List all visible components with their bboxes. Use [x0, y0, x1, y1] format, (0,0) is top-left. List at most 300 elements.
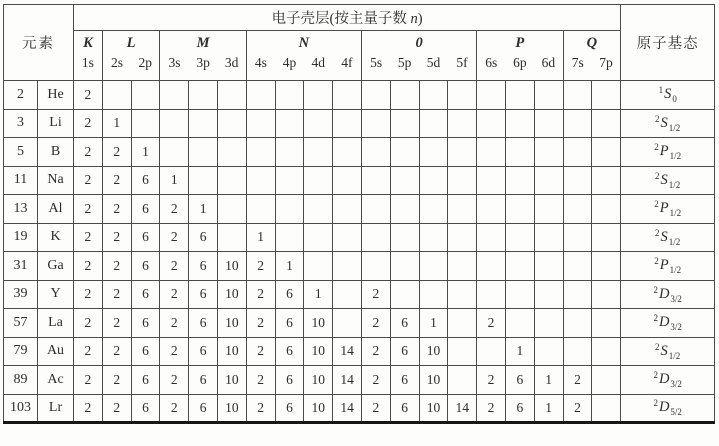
- occupancy-cell: [419, 252, 448, 281]
- term-multiplicity: 2: [653, 284, 658, 295]
- occupancy-cell: [333, 223, 362, 252]
- subshell-4p: 4p: [275, 53, 304, 81]
- occupancy-cell: 10: [419, 366, 448, 395]
- occupancy-cell: [304, 109, 333, 138]
- occupancy-cell: [390, 280, 419, 309]
- occupancy-cell: [333, 309, 362, 338]
- subshell-2p: 2p: [131, 53, 160, 81]
- occupancy-cell: [419, 81, 448, 110]
- subshell-2s: 2s: [102, 53, 131, 81]
- occupancy-cell: 6: [275, 337, 304, 366]
- occupancy-cell: [304, 166, 333, 195]
- occupancy-cell: 10: [217, 309, 246, 338]
- element-symbol: K: [38, 223, 74, 252]
- atomic-number: 3: [4, 109, 38, 138]
- occupancy-cell: [534, 337, 563, 366]
- occupancy-cell: [448, 81, 477, 110]
- occupancy-cell: [505, 223, 534, 252]
- element-column-header: 元素: [4, 5, 74, 81]
- term-j: 5/2: [670, 407, 682, 418]
- occupancy-cell: [304, 138, 333, 167]
- occupancy-cell: [448, 366, 477, 395]
- element-symbol: B: [38, 138, 74, 167]
- occupancy-cell: [477, 81, 506, 110]
- occupancy-cell: 2: [361, 366, 390, 395]
- occupancy-cell: [390, 109, 419, 138]
- occupancy-cell: 2: [160, 223, 189, 252]
- atomic-number: 79: [4, 337, 38, 366]
- occupancy-cell: [563, 280, 592, 309]
- element-row-K: [4, 223, 715, 252]
- occupancy-cell: 2: [102, 252, 131, 281]
- subshell-6d: 6d: [534, 53, 563, 81]
- occupancy-cell: 2: [102, 223, 131, 252]
- occupancy-cell: 6: [131, 337, 160, 366]
- occupancy-cell: [505, 166, 534, 195]
- occupancy-cell: 10: [304, 309, 333, 338]
- occupancy-cell: 6: [189, 337, 218, 366]
- occupancy-cell: [534, 280, 563, 309]
- occupancy-cell: 2: [246, 280, 275, 309]
- occupancy-cell: [592, 337, 621, 366]
- occupancy-cell: [448, 337, 477, 366]
- occupancy-cell: 10: [419, 337, 448, 366]
- occupancy-cell: [275, 109, 304, 138]
- element-symbol: Ac: [38, 366, 74, 395]
- shells-title: [74, 5, 621, 31]
- occupancy-cell: [592, 252, 621, 281]
- element-row-Y: [4, 280, 715, 309]
- electron-shell-table: [3, 4, 715, 424]
- occupancy-cell: [390, 195, 419, 224]
- occupancy-cell: 1: [160, 166, 189, 195]
- atomic-number: 31: [4, 252, 38, 281]
- occupancy-cell: [419, 195, 448, 224]
- occupancy-cell: 2: [160, 394, 189, 423]
- occupancy-cell: [217, 138, 246, 167]
- occupancy-cell: 2: [160, 337, 189, 366]
- term-letter: D: [658, 285, 670, 302]
- term-multiplicity: 2: [654, 256, 659, 267]
- atomic-number: 5: [4, 138, 38, 167]
- occupancy-cell: [534, 109, 563, 138]
- term-multiplicity: 2: [655, 113, 660, 124]
- occupancy-cell: [333, 109, 362, 138]
- occupancy-cell: [563, 81, 592, 110]
- occupancy-cell: 2: [160, 280, 189, 309]
- occupancy-cell: [592, 109, 621, 138]
- occupancy-cell: [419, 109, 448, 138]
- atomic-number: 11: [4, 166, 38, 195]
- term-letter: P: [659, 200, 669, 217]
- occupancy-cell: [189, 109, 218, 138]
- occupancy-cell: [217, 109, 246, 138]
- term-j: 1/2: [669, 208, 682, 219]
- occupancy-cell: 2: [477, 366, 506, 395]
- element-symbol: Li: [38, 109, 74, 138]
- occupancy-cell: [333, 138, 362, 167]
- element-row-Na: [4, 166, 715, 195]
- element-symbol: Na: [38, 166, 74, 195]
- occupancy-cell: 2: [74, 252, 103, 281]
- term-j: 1/2: [668, 350, 681, 361]
- occupancy-cell: 6: [131, 309, 160, 338]
- occupancy-cell: [477, 252, 506, 281]
- occupancy-cell: 2: [102, 195, 131, 224]
- occupancy-cell: [592, 195, 621, 224]
- occupancy-cell: 6: [505, 394, 534, 423]
- occupancy-cell: 1: [246, 223, 275, 252]
- element-row-Li: [4, 109, 715, 138]
- ground-state-column-header: 原子基态: [621, 5, 715, 81]
- shell-name-M: M: [160, 31, 246, 53]
- occupancy-cell: [534, 252, 563, 281]
- occupancy-cell: 6: [390, 394, 419, 423]
- subshell-4s: 4s: [246, 53, 275, 81]
- term-j: 0: [672, 94, 677, 105]
- occupancy-cell: 10: [217, 252, 246, 281]
- occupancy-cell: [563, 252, 592, 281]
- term-multiplicity: 2: [653, 313, 658, 324]
- occupancy-cell: 6: [131, 166, 160, 195]
- atomic-number: 103: [4, 394, 38, 423]
- occupancy-cell: [592, 81, 621, 110]
- occupancy-cell: 6: [131, 252, 160, 281]
- occupancy-cell: [246, 166, 275, 195]
- occupancy-cell: 6: [131, 366, 160, 395]
- occupancy-cell: [534, 195, 563, 224]
- occupancy-cell: [563, 309, 592, 338]
- subshell-6s: 6s: [477, 53, 506, 81]
- occupancy-cell: 6: [189, 280, 218, 309]
- subshell-5p: 5p: [390, 53, 419, 81]
- occupancy-cell: 1: [534, 394, 563, 423]
- occupancy-cell: 2: [246, 309, 275, 338]
- atomic-number: 39: [4, 280, 38, 309]
- occupancy-cell: [275, 166, 304, 195]
- occupancy-cell: [563, 195, 592, 224]
- ground-state-term: [621, 366, 715, 395]
- occupancy-cell: [361, 138, 390, 167]
- occupancy-cell: 2: [246, 366, 275, 395]
- occupancy-cell: [390, 252, 419, 281]
- occupancy-cell: 6: [390, 366, 419, 395]
- element-symbol: Ga: [38, 252, 74, 281]
- occupancy-cell: 2: [361, 309, 390, 338]
- element-row-Al: [4, 195, 715, 224]
- occupancy-cell: 2: [102, 337, 131, 366]
- occupancy-cell: [304, 252, 333, 281]
- occupancy-cell: [505, 109, 534, 138]
- term-letter: D: [658, 399, 670, 416]
- element-symbol: La: [38, 309, 74, 338]
- occupancy-cell: [592, 394, 621, 423]
- occupancy-cell: [563, 109, 592, 138]
- occupancy-cell: 2: [74, 309, 103, 338]
- term-multiplicity: 2: [655, 341, 660, 352]
- occupancy-cell: 1: [304, 280, 333, 309]
- occupancy-cell: 2: [246, 337, 275, 366]
- ground-state-term: [621, 81, 715, 110]
- shells-title-suffix: ): [417, 11, 423, 27]
- subshell-3d: 3d: [217, 53, 246, 81]
- occupancy-cell: 2: [74, 394, 103, 423]
- occupancy-cell: [361, 223, 390, 252]
- element-row-He: [4, 81, 715, 110]
- shell-name-0: 0: [361, 31, 476, 53]
- occupancy-cell: 6: [189, 309, 218, 338]
- occupancy-cell: 14: [333, 366, 362, 395]
- occupancy-cell: 6: [275, 280, 304, 309]
- term-letter: S: [660, 342, 668, 359]
- occupancy-cell: 2: [563, 394, 592, 423]
- occupancy-cell: 6: [189, 223, 218, 252]
- occupancy-cell: 1: [131, 138, 160, 167]
- shell-name-K: K: [74, 31, 103, 53]
- occupancy-cell: [477, 166, 506, 195]
- occupancy-cell: [361, 109, 390, 138]
- occupancy-cell: 2: [160, 309, 189, 338]
- occupancy-cell: [390, 223, 419, 252]
- term-j: 3/2: [670, 322, 682, 333]
- ground-state-term: [621, 166, 715, 195]
- occupancy-cell: 10: [217, 337, 246, 366]
- shell-name-N: N: [246, 31, 361, 53]
- occupancy-cell: [304, 195, 333, 224]
- occupancy-cell: 2: [477, 309, 506, 338]
- subshell-3p: 3p: [189, 53, 218, 81]
- occupancy-cell: 6: [505, 366, 534, 395]
- subshell-5d: 5d: [419, 53, 448, 81]
- occupancy-cell: 1: [419, 309, 448, 338]
- occupancy-cell: [448, 195, 477, 224]
- occupancy-cell: [419, 223, 448, 252]
- term-j: 3/2: [670, 293, 682, 304]
- occupancy-cell: [563, 138, 592, 167]
- occupancy-cell: [361, 195, 390, 224]
- occupancy-cell: [275, 195, 304, 224]
- shell-name-L: L: [102, 31, 160, 53]
- occupancy-cell: [361, 81, 390, 110]
- occupancy-cell: [477, 280, 506, 309]
- atomic-number: 13: [4, 195, 38, 224]
- occupancy-cell: [217, 81, 246, 110]
- term-j: 1/2: [668, 122, 681, 133]
- ground-state-term: [621, 223, 715, 252]
- occupancy-cell: [275, 223, 304, 252]
- occupancy-cell: 2: [361, 337, 390, 366]
- ground-state-term: [621, 195, 715, 224]
- occupancy-cell: [448, 166, 477, 195]
- occupancy-cell: 2: [74, 195, 103, 224]
- occupancy-cell: 6: [275, 309, 304, 338]
- element-symbol: Al: [38, 195, 74, 224]
- occupancy-cell: [448, 223, 477, 252]
- occupancy-cell: 6: [131, 223, 160, 252]
- ground-state-term: [621, 394, 715, 423]
- occupancy-cell: [505, 195, 534, 224]
- occupancy-cell: [592, 138, 621, 167]
- occupancy-cell: [131, 109, 160, 138]
- occupancy-cell: [160, 81, 189, 110]
- element-symbol: Y: [38, 280, 74, 309]
- subshell-7s: 7s: [563, 53, 592, 81]
- term-letter: S: [660, 171, 668, 188]
- occupancy-cell: [563, 337, 592, 366]
- term-multiplicity: 2: [654, 142, 659, 153]
- occupancy-cell: [390, 166, 419, 195]
- ground-state-term: [621, 109, 715, 138]
- occupancy-cell: 2: [74, 280, 103, 309]
- occupancy-cell: [275, 138, 304, 167]
- occupancy-cell: [333, 166, 362, 195]
- occupancy-cell: [477, 223, 506, 252]
- occupancy-cell: 2: [74, 223, 103, 252]
- occupancy-cell: [534, 138, 563, 167]
- occupancy-cell: 1: [275, 252, 304, 281]
- occupancy-cell: [160, 109, 189, 138]
- occupancy-cell: 1: [505, 337, 534, 366]
- occupancy-cell: 14: [448, 394, 477, 423]
- occupancy-cell: [563, 166, 592, 195]
- occupancy-cell: 10: [217, 280, 246, 309]
- occupancy-cell: [448, 138, 477, 167]
- occupancy-cell: [534, 223, 563, 252]
- occupancy-cell: 2: [74, 81, 103, 110]
- occupancy-cell: [448, 280, 477, 309]
- term-multiplicity: 1: [658, 85, 664, 96]
- occupancy-cell: [304, 81, 333, 110]
- occupancy-cell: 6: [275, 394, 304, 423]
- term-letter: D: [658, 314, 670, 331]
- occupancy-cell: 2: [102, 138, 131, 167]
- occupancy-cell: 2: [160, 366, 189, 395]
- occupancy-cell: 6: [189, 366, 218, 395]
- occupancy-cell: [592, 280, 621, 309]
- occupancy-cell: [563, 223, 592, 252]
- occupancy-cell: 2: [102, 166, 131, 195]
- occupancy-cell: [390, 138, 419, 167]
- occupancy-cell: [505, 309, 534, 338]
- occupancy-cell: 10: [304, 366, 333, 395]
- occupancy-cell: 2: [102, 280, 131, 309]
- occupancy-cell: [333, 81, 362, 110]
- occupancy-cell: [534, 81, 563, 110]
- occupancy-cell: [534, 166, 563, 195]
- occupancy-cell: 6: [390, 337, 419, 366]
- term-j: 1/2: [668, 179, 681, 190]
- atomic-number: 89: [4, 366, 38, 395]
- occupancy-cell: 6: [131, 195, 160, 224]
- shell-name-P: P: [477, 31, 563, 53]
- occupancy-cell: [189, 138, 218, 167]
- occupancy-cell: [131, 81, 160, 110]
- element-symbol: Au: [38, 337, 74, 366]
- occupancy-cell: 6: [189, 394, 218, 423]
- occupancy-cell: 2: [361, 280, 390, 309]
- occupancy-cell: [592, 223, 621, 252]
- occupancy-cell: 6: [189, 252, 218, 281]
- occupancy-cell: [505, 81, 534, 110]
- term-multiplicity: 2: [655, 170, 660, 181]
- occupancy-cell: 2: [102, 366, 131, 395]
- occupancy-cell: [333, 252, 362, 281]
- occupancy-cell: 2: [246, 394, 275, 423]
- occupancy-cell: [477, 138, 506, 167]
- term-j: 1/2: [669, 265, 682, 276]
- term-letter: S: [664, 86, 672, 103]
- occupancy-cell: 2: [74, 109, 103, 138]
- occupancy-cell: [505, 252, 534, 281]
- occupancy-cell: 2: [477, 394, 506, 423]
- occupancy-cell: [275, 81, 304, 110]
- occupancy-cell: 14: [333, 394, 362, 423]
- subshell-4d: 4d: [304, 53, 333, 81]
- shells-title-variable: n: [410, 11, 418, 27]
- table-body: [4, 81, 715, 423]
- occupancy-cell: 2: [361, 394, 390, 423]
- occupancy-cell: [246, 109, 275, 138]
- ground-state-term: [621, 309, 715, 338]
- occupancy-cell: [505, 138, 534, 167]
- element-row-Lr: [4, 394, 715, 423]
- occupancy-cell: [246, 138, 275, 167]
- term-letter: D: [658, 371, 670, 388]
- occupancy-cell: 6: [275, 366, 304, 395]
- occupancy-cell: [304, 223, 333, 252]
- element-row-Ac: [4, 366, 715, 395]
- occupancy-cell: 2: [102, 309, 131, 338]
- occupancy-cell: 10: [419, 394, 448, 423]
- ground-state-term: [621, 252, 715, 281]
- ground-state-term: [621, 280, 715, 309]
- element-row-Au: [4, 337, 715, 366]
- shells-title-prefix: 电子壳层(按主量子数: [271, 11, 411, 27]
- occupancy-cell: 2: [74, 366, 103, 395]
- occupancy-cell: [217, 195, 246, 224]
- occupancy-cell: [592, 166, 621, 195]
- occupancy-cell: 6: [131, 280, 160, 309]
- element-row-Ga: [4, 252, 715, 281]
- occupancy-cell: [419, 280, 448, 309]
- occupancy-cell: 2: [102, 394, 131, 423]
- term-multiplicity: 2: [653, 398, 658, 409]
- occupancy-cell: 10: [304, 337, 333, 366]
- element-symbol: Lr: [38, 394, 74, 423]
- occupancy-cell: [419, 166, 448, 195]
- occupancy-cell: [419, 138, 448, 167]
- occupancy-cell: [217, 223, 246, 252]
- occupancy-cell: [390, 81, 419, 110]
- occupancy-cell: 14: [333, 337, 362, 366]
- occupancy-cell: 2: [246, 252, 275, 281]
- occupancy-cell: [448, 252, 477, 281]
- term-j: 1/2: [668, 236, 681, 247]
- subshell-5f: 5f: [448, 53, 477, 81]
- occupancy-cell: 1: [534, 366, 563, 395]
- occupancy-cell: [448, 309, 477, 338]
- occupancy-cell: [246, 195, 275, 224]
- term-letter: S: [660, 228, 668, 245]
- term-multiplicity: 2: [654, 199, 659, 210]
- occupancy-cell: 10: [217, 366, 246, 395]
- occupancy-cell: 2: [74, 138, 103, 167]
- occupancy-cell: 10: [304, 394, 333, 423]
- occupancy-cell: 2: [563, 366, 592, 395]
- atomic-number: 2: [4, 81, 38, 110]
- subshell-label-row: [4, 53, 715, 81]
- occupancy-cell: [361, 166, 390, 195]
